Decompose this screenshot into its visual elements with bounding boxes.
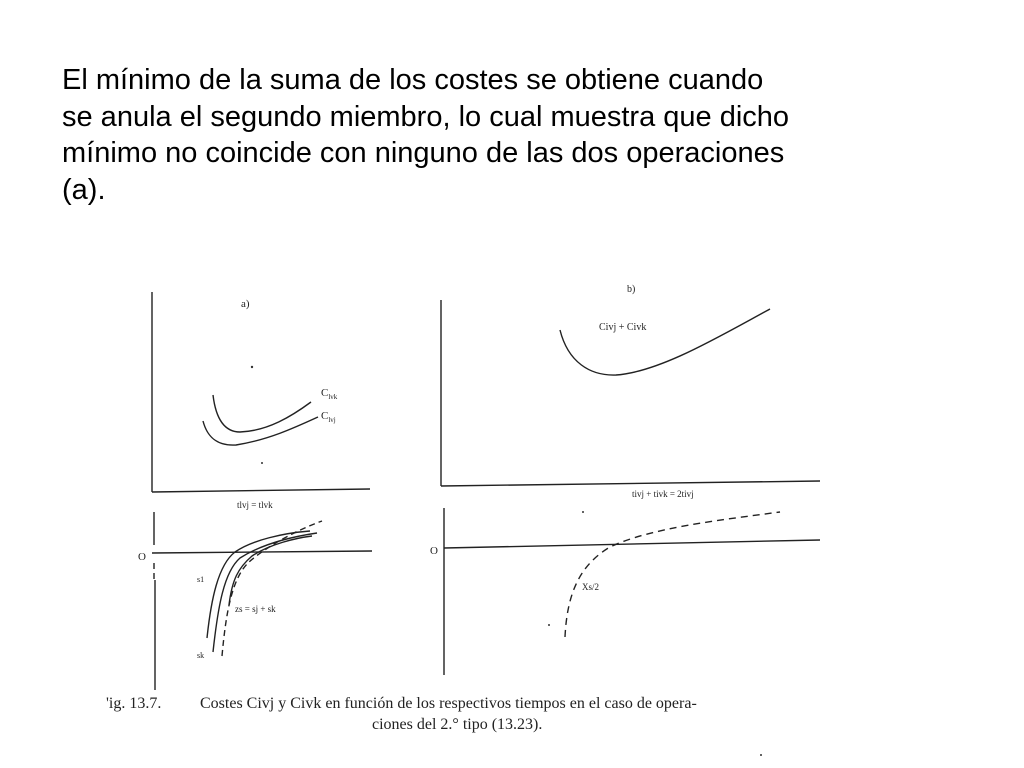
panel-a-axis-note: tlvj = tlvk bbox=[237, 500, 273, 510]
panel-a-upper bbox=[152, 292, 370, 492]
lower-label-xs2: Xs/2 bbox=[582, 582, 600, 592]
speck bbox=[261, 462, 263, 464]
zero-label-a: O bbox=[138, 551, 146, 563]
paragraph-line: (a). bbox=[62, 173, 106, 206]
paragraph-line: El mínimo de la suma de los costes se obtiene cuando bbox=[62, 64, 764, 96]
panel-a-label: a) bbox=[241, 298, 250, 310]
panel-a-x-axis bbox=[152, 489, 370, 492]
caption-number: 'ig. 13.7. bbox=[106, 695, 162, 712]
panel-b-lower bbox=[444, 508, 820, 675]
zero-label-b: O bbox=[430, 545, 438, 557]
curve-label-civj: $C_{lvj}$ bbox=[321, 410, 336, 424]
lower-label-s1: s1 bbox=[197, 575, 205, 584]
curve-label-sum: Civj + Civk bbox=[599, 322, 647, 333]
panel-b-label: b) bbox=[627, 284, 636, 295]
panel-a-zero-line bbox=[152, 551, 372, 553]
lower-label-eq: zs = sj + sk bbox=[235, 604, 276, 614]
speck bbox=[582, 511, 584, 513]
lower-curve-1 bbox=[207, 531, 310, 638]
curve-label-civk: $C_{lvk}$ bbox=[321, 387, 338, 401]
lower-curve-sum bbox=[229, 536, 312, 605]
caption-line-1: Costes Civj y Civk en función de los respectivos tiempos en el caso de opera- bbox=[200, 695, 697, 712]
speck bbox=[251, 366, 253, 368]
panel-b-zero-line bbox=[444, 540, 820, 548]
speck bbox=[760, 754, 762, 756]
paragraph-line: mínimo no coincide con ninguno de las dos operaciones bbox=[62, 137, 785, 169]
panel-a-lower bbox=[152, 512, 372, 690]
panel-b-x-axis bbox=[441, 481, 820, 486]
caption-line-2: ciones del 2.° tipo (13.23). bbox=[372, 716, 543, 733]
speck bbox=[548, 624, 550, 626]
lower-curve-xs2 bbox=[565, 512, 780, 637]
curve-sum bbox=[560, 309, 770, 375]
lower-label-sk: sk bbox=[197, 651, 205, 660]
lower-curve-2 bbox=[213, 533, 317, 652]
panel-b-axis-note: tivj + tivk = 2tivj bbox=[632, 489, 694, 499]
paragraph-line: se anula el segundo miembro, lo cual muestra que dicho bbox=[62, 100, 790, 133]
lower-curve-dashed bbox=[222, 521, 322, 656]
